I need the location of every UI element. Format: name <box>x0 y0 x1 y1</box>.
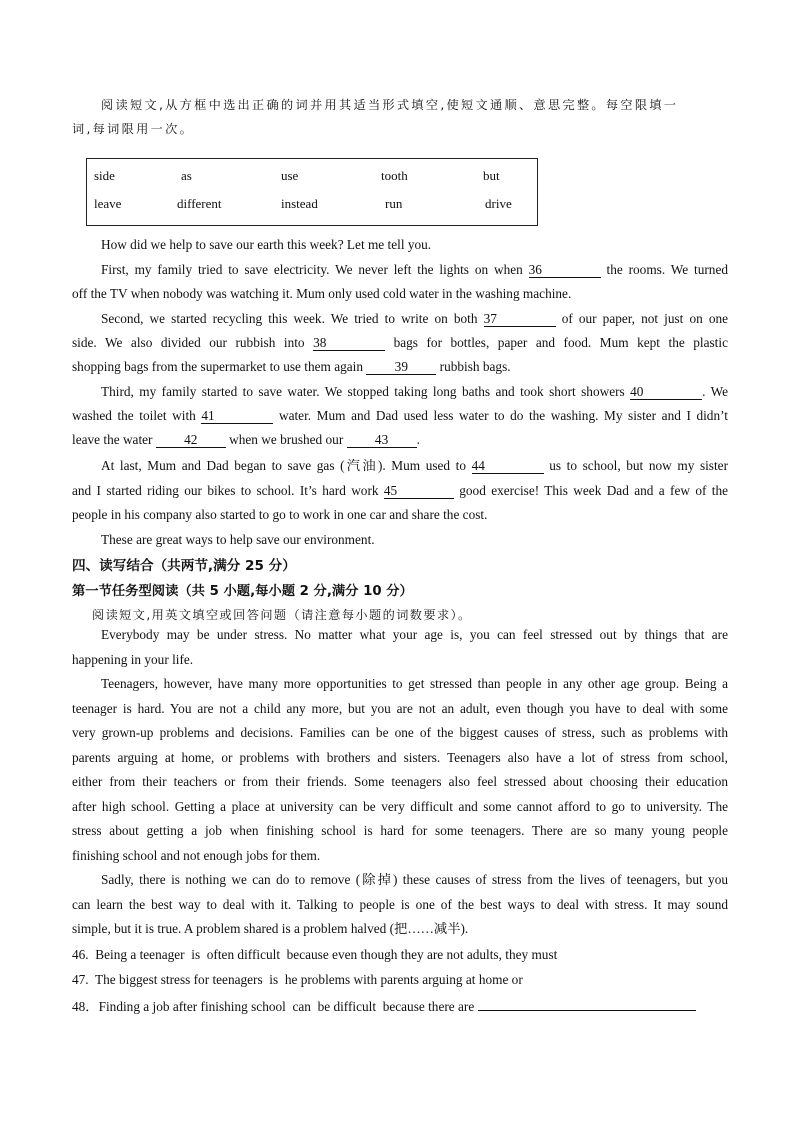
instruction-line-1: 阅读短文,从方框中选出正确的词并用其适当形式填空,使短文通顺、意思完整。每空限填一 <box>101 98 679 112</box>
section-title: 四、读写结合（共两节,满分 25 分） <box>72 558 296 574</box>
passage-line: washed the toilet with 41 water. Mum and Dad used less water to do the washing. My sister and I didn’t <box>72 408 728 423</box>
word-item: use <box>281 168 299 183</box>
passage-line: Teenagers, however, have many more opportunities to get stressed than people in any other age group. Being a <box>101 676 728 691</box>
question-48: 48．Finding a job after finishing school can be difficult because there are <box>72 996 728 1017</box>
part-title: 第一节任务型阅读（共 5 小题,每小题 2 分,满分 10 分） <box>72 584 413 599</box>
blank-39[interactable]: 39 <box>366 359 436 375</box>
passage-line: after high school. Getting a place at university can be very difficult and some cannot afford to go to university. The <box>72 799 728 814</box>
passage-line: finishing school and not enough jobs for them. <box>72 848 321 863</box>
blank-37[interactable]: 37 <box>484 311 556 327</box>
word-item: side <box>94 168 115 183</box>
passage-line: can learn the best way to deal with it. Talking to people is one of the best ways to deal with stress. It may sound <box>72 897 728 912</box>
word-item: different <box>177 196 222 211</box>
passage-line: First, my family tried to save electricity. We never left the lights on when 36 the rooms. We turned <box>101 262 728 277</box>
passage-line: Everybody may be under stress. No matter what your age is, you can feel stressed out by things that are <box>101 627 728 642</box>
passage-line: teenager is hard. You are not a child any more, but you are not an adult, even though you have to deal with some <box>72 701 728 716</box>
word-item: but <box>483 168 500 183</box>
passage-line: and I started riding our bikes to school. It’s hard work 45 good exercise! This week Dad and a few of the <box>72 483 728 498</box>
word-item: drive <box>485 196 512 211</box>
word-item: run <box>385 196 403 211</box>
passage-line: stress about getting a job when finishing school is hard for some teenagers. There are so many young people <box>72 823 728 838</box>
part-instruction: 阅读短文,用英文填空或回答问题（请注意每小题的词数要求）。 <box>92 608 472 622</box>
passage-line: These are great ways to help save our environment. <box>101 532 375 547</box>
blank-43[interactable]: 43 <box>347 432 417 448</box>
question-46: 46. Being a teenager is often difficult because even though they are not adults, they must <box>72 947 558 962</box>
answer-blank-48[interactable] <box>478 996 696 1011</box>
passage-line: simple, but it is true. A problem shared is a problem halved (把……减半). <box>72 921 469 936</box>
passage-line: very grown-up problems and decisions. Families can be one of the biggest causes of stress, such as problems with <box>72 725 728 740</box>
passage-line: leave the water 42 when we brushed our 43 . <box>72 432 420 447</box>
passage-line: Third, my family started to save water. We stopped taking long baths and took short showers 40 . We <box>101 384 729 399</box>
passage-line: parents arguing at home, or problems with brothers and sisters. Teenagers also have a lot of stress from school, <box>72 750 728 765</box>
word-item: instead <box>281 196 318 211</box>
passage-line: people in his company also started to go to work in one car and share the cost. <box>72 507 488 522</box>
passage-line: Second, we started recycling this week. We tried to write on both 37 of our paper, not just on one <box>101 311 729 326</box>
word-item: leave <box>94 196 122 211</box>
blank-45[interactable]: 45 <box>384 483 454 499</box>
question-47: 47. The biggest stress for teenagers is he problems with parents arguing at home or <box>72 972 523 987</box>
passage-line: Sadly, there is nothing we can do to remove (除掉) these causes of stress from the lives of teenagers, but you <box>101 872 728 887</box>
blank-41[interactable]: 41 <box>201 408 273 424</box>
passage-line: side. We also divided our rubbish into 38 bags for bottles, paper and food. Mum kept the plastic <box>72 335 728 350</box>
blank-44[interactable]: 44 <box>472 458 544 474</box>
passage-intro: How did we help to save our earth this week? Let me tell you. <box>101 237 432 252</box>
word-box <box>86 158 538 226</box>
passage-line: off the TV when nobody was watching it. Mum only used cold water in the washing machine. <box>72 286 572 301</box>
passage-line: either from their teachers or from their friends. Some teenagers also feel stressed about choosing their education <box>72 774 728 789</box>
blank-42[interactable]: 42 <box>156 432 226 448</box>
blank-38[interactable]: 38 <box>313 335 385 351</box>
instruction-line-2: 词,每词限用一次。 <box>72 122 195 136</box>
word-item: as <box>181 168 192 183</box>
passage-line: happening in your life. <box>72 652 194 667</box>
blank-36[interactable]: 36 <box>529 262 601 278</box>
passage-line: shopping bags from the supermarket to use them again 39 rubbish bags. <box>72 359 511 374</box>
word-item: tooth <box>381 168 408 183</box>
blank-40[interactable]: 40 <box>630 384 702 400</box>
passage-line: At last, Mum and Dad began to save gas (汽油). Mum used to 44 us to school, but now my sister <box>101 458 729 473</box>
